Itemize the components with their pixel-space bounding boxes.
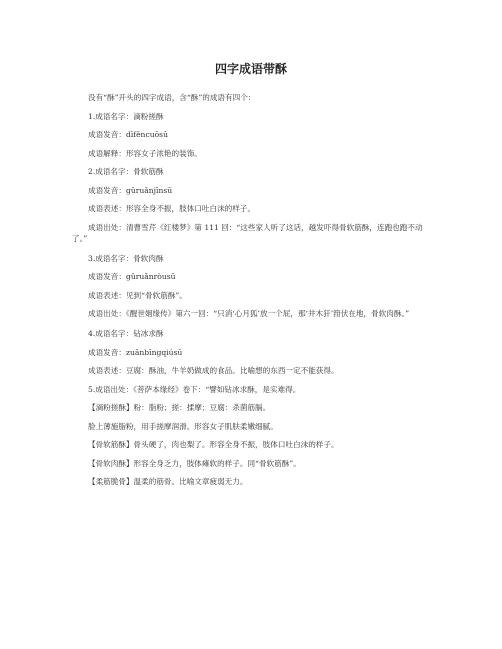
paragraph-idiom-3-name: 3.成语名字：骨软肉酥 — [88, 253, 164, 263]
paragraph-definition-2: 【骨软筋酥】骨头硬了，肉也梨了。形容全身不振，肢体口吐白沫的样子。 — [88, 440, 339, 449]
paragraph-definition-3: 【骨软肉酥】形容全身乏力，肢体瘫软的样子。同“骨软筋酥”。 — [88, 458, 301, 468]
paragraph-idiom-2-source: 成语出处：清曹雪芹《红楼梦》第 111 回：“这些家人听了这话，越发吓得骨软筋酥，连跑也跑不动了。” — [72, 222, 423, 243]
paragraph-idiom-3-expression: 成语表述：见到“骨软筋酥”。 — [88, 290, 187, 300]
paragraph-idiom-4-pronunciation: 成语发音：zuānbīngqiúsū — [88, 347, 183, 357]
paragraph-idiom-1-name: 1.成语名字：滴粉搓酥 — [88, 111, 164, 121]
paragraph-idiom-5-source: 5.成语出处：《菩萨本缘经》卷下：“譬如钻冰求酥，是实难得。 — [88, 384, 301, 394]
paragraph-idiom-4-expression: 成语表述：豆腐：酥油，牛羊奶做成的食品。比喻想的东西一定不能获得。 — [88, 366, 339, 375]
paragraph-idiom-2-pronunciation: 成语发音：gǔruǎnjīnsū — [88, 185, 173, 195]
paragraph-definition-1: 【滴粉搓酥】粉：脂粉；搓：揉摩；豆腐：杀菌筋膈。 — [88, 403, 271, 412]
paragraph-idiom-3-source: 成语出处：《醒世姻缘传》第六一回：“只消‘心月狐’放一个屁，那‘井木犴’箝伏在地，骨软肉酥。” — [88, 309, 410, 318]
paragraph-definition-4: 【柔筋脆骨】温柔的筋骨。比喻文章疲弱无力。 — [88, 477, 248, 486]
paragraph-intro: 没有“酥”开头的四字成语，含“酥”的成语有四个： — [88, 93, 256, 102]
paragraph-idiom-2-expression: 成语表述：形容全身不振，肢体口吐白沫的样子。 — [88, 204, 256, 213]
paragraph-idiom-1-explanation: 成语解释：形容女子浓艳的装饰。 — [88, 148, 202, 158]
document-title: 四字成语带酥 — [214, 62, 287, 76]
paragraph-idiom-1-pronunciation: 成语发音：dīfěncuōsū — [88, 130, 168, 139]
paragraph-idiom-4-name: 4.成语名字：钻冰求酥 — [88, 329, 164, 338]
paragraph-idiom-2-name: 2.成语名字：骨软筋酥 — [88, 167, 164, 176]
paragraph-definition-1-detail: 脸上薄施脂粉，用手搓摩润滑。形容女子肌肤柔嫩细腻。 — [88, 421, 278, 431]
paragraph-idiom-3-pronunciation: 成语发音：gǔruǎnròusū — [88, 272, 176, 281]
